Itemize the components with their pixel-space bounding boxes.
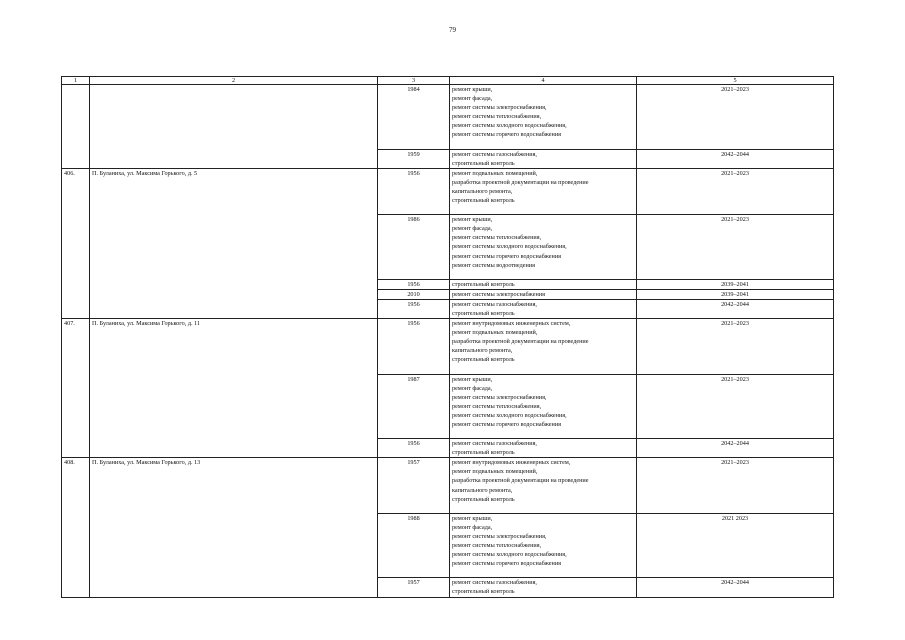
header-col-1: 1 [62, 77, 90, 85]
works-list [450, 85, 637, 150]
work-item: ремонт системы горячего водоснабжения [452, 421, 561, 428]
repair-period: 2042–2044 [637, 439, 834, 458]
header-col-4: 4 [450, 77, 637, 85]
repair-period: 2042–2044 [637, 299, 834, 318]
repair-period: 2021–2023 [637, 215, 834, 280]
work-item: ремонт крыши, [452, 216, 493, 224]
works-list [450, 513, 637, 578]
work-item: ремонт системы горячего водоснабжения [452, 131, 561, 139]
work-item: ремонт системы газоснабжения, [452, 440, 537, 448]
work-item: ремонт системы холодного водоснабжения, [452, 551, 567, 559]
work-item: ремонт системы электроснабжения, [452, 393, 547, 401]
work-item: ремонт системы газоснабжения, [452, 150, 537, 158]
work-item: строительный контроль [452, 197, 515, 205]
works-list [450, 289, 637, 299]
work-item: строительный контроль [452, 588, 515, 596]
works-list [450, 458, 637, 513]
work-item: ремонт системы холодного водоснабжения, [452, 243, 567, 251]
repair-period: 2039–2041 [637, 289, 834, 299]
work-item: капитального ремонта, [452, 187, 513, 195]
work-item: ремонт фасада, [452, 384, 493, 392]
work-item: строительный контроль [452, 449, 515, 457]
work-item: строительный контроль [452, 356, 515, 364]
works-list [450, 299, 637, 318]
work-item: ремонт системы холодного водоснабжения, [452, 411, 567, 419]
building-address: П. Буланиха, ул. Максима Горького, д. 13 [90, 458, 378, 597]
work-item: ремонт системы электроснабжения [452, 290, 545, 298]
repair-schedule-table [61, 76, 834, 598]
table-row [62, 458, 834, 513]
work-item: ремонт системы теплоснабжения, [452, 234, 542, 242]
work-item: ремонт системы газоснабжения, [452, 579, 537, 587]
works-list [450, 319, 637, 374]
commissioning-year: 1956 [378, 168, 450, 214]
work-item: ремонт системы теплоснабжения, [452, 402, 542, 410]
commissioning-year: 1956 [378, 299, 450, 318]
work-item: ремонт фасада, [452, 225, 493, 233]
commissioning-year: 1957 [378, 578, 450, 597]
work-item: ремонт фасада, [452, 523, 493, 531]
work-item: ремонт системы холодного водоснабжения, [452, 122, 567, 130]
building-number [62, 85, 90, 169]
repair-period: 2021–2023 [637, 85, 834, 150]
work-item: ремонт подвальных помещений, [452, 169, 538, 177]
work-item: ремонт системы горячего водоснабжения [452, 560, 561, 568]
work-item: разработка проектной документации на проведение [452, 178, 589, 186]
repair-period: 2042–2044 [637, 149, 834, 168]
work-item: ремонт внутридомовых инженерных систем, [452, 459, 571, 467]
header-col-3: 3 [378, 77, 450, 85]
work-item: ремонт системы горячего водоснабжения [452, 252, 561, 260]
building-number: 406. [62, 168, 90, 318]
repair-period: 2021–2023 [637, 458, 834, 513]
work-item: ремонт системы газоснабжения, [452, 300, 537, 308]
commissioning-year: 1957 [378, 458, 450, 513]
commissioning-year: 1987 [378, 374, 450, 439]
page-number: 79 [449, 26, 456, 34]
building-number: 407. [62, 319, 90, 458]
repair-period: 2039–2041 [637, 279, 834, 289]
table-body [62, 85, 834, 598]
work-item: ремонт системы водоотведения [452, 261, 535, 269]
works-list [450, 149, 637, 168]
repair-period: 2021–2023 [637, 374, 834, 439]
table-row [62, 319, 834, 374]
header-col-5: 5 [637, 77, 834, 85]
commissioning-year: 1986 [378, 215, 450, 280]
work-item: разработка проектной документации на проведение [452, 477, 589, 485]
building-address [90, 85, 378, 169]
repair-period: 2021 2023 [637, 513, 834, 578]
commissioning-year: 1956 [378, 279, 450, 289]
commissioning-year: 1959 [378, 149, 450, 168]
work-item: капитального ремонта, [452, 486, 513, 494]
works-list [450, 578, 637, 597]
header-col-2: 2 [90, 77, 378, 85]
building-address: П. Буланиха, ул. Максима Горького, д. 5 [90, 168, 378, 318]
work-item: ремонт системы электроснабжения, [452, 104, 547, 112]
commissioning-year: 1956 [378, 319, 450, 374]
work-item: строительный контроль [452, 280, 515, 288]
work-item: ремонт крыши, [452, 514, 493, 522]
works-list [450, 439, 637, 458]
table-row [62, 85, 834, 150]
work-item: ремонт крыши, [452, 86, 493, 93]
repair-period: 2042–2044 [637, 578, 834, 597]
commissioning-year: 1984 [378, 85, 450, 150]
work-item: строительный контроль [452, 495, 515, 503]
commissioning-year: 1956 [378, 439, 450, 458]
building-number: 408. [62, 458, 90, 597]
building-address: П. Буланиха, ул. Максима Горького, д. 11 [90, 319, 378, 458]
work-item: ремонт подвальных помещений, [452, 329, 538, 337]
repair-period: 2021–2023 [637, 319, 834, 374]
work-item: капитального ремонта, [452, 347, 513, 355]
work-item: разработка проектной документации на проведение [452, 338, 589, 346]
work-item: ремонт системы электроснабжения, [452, 532, 547, 540]
work-item: ремонт внутридомовых инженерных систем, [452, 320, 571, 328]
work-item: строительный контроль [452, 159, 515, 167]
header-row [62, 77, 834, 85]
table-row [62, 168, 834, 214]
works-list [450, 279, 637, 289]
work-item: ремонт крыши, [452, 375, 493, 383]
works-list [450, 215, 637, 280]
work-item: ремонт фасада, [452, 95, 493, 103]
work-item: строительный контроль [452, 309, 515, 317]
commissioning-year: 2010 [378, 289, 450, 299]
works-list [450, 374, 637, 439]
work-item: ремонт системы теплоснабжения, [452, 542, 542, 550]
commissioning-year: 1988 [378, 513, 450, 578]
works-list [450, 168, 637, 214]
work-item: ремонт подвальных помещений, [452, 468, 538, 476]
work-item: ремонт системы теплоснабжения, [452, 113, 542, 121]
repair-period: 2021–2023 [637, 168, 834, 214]
